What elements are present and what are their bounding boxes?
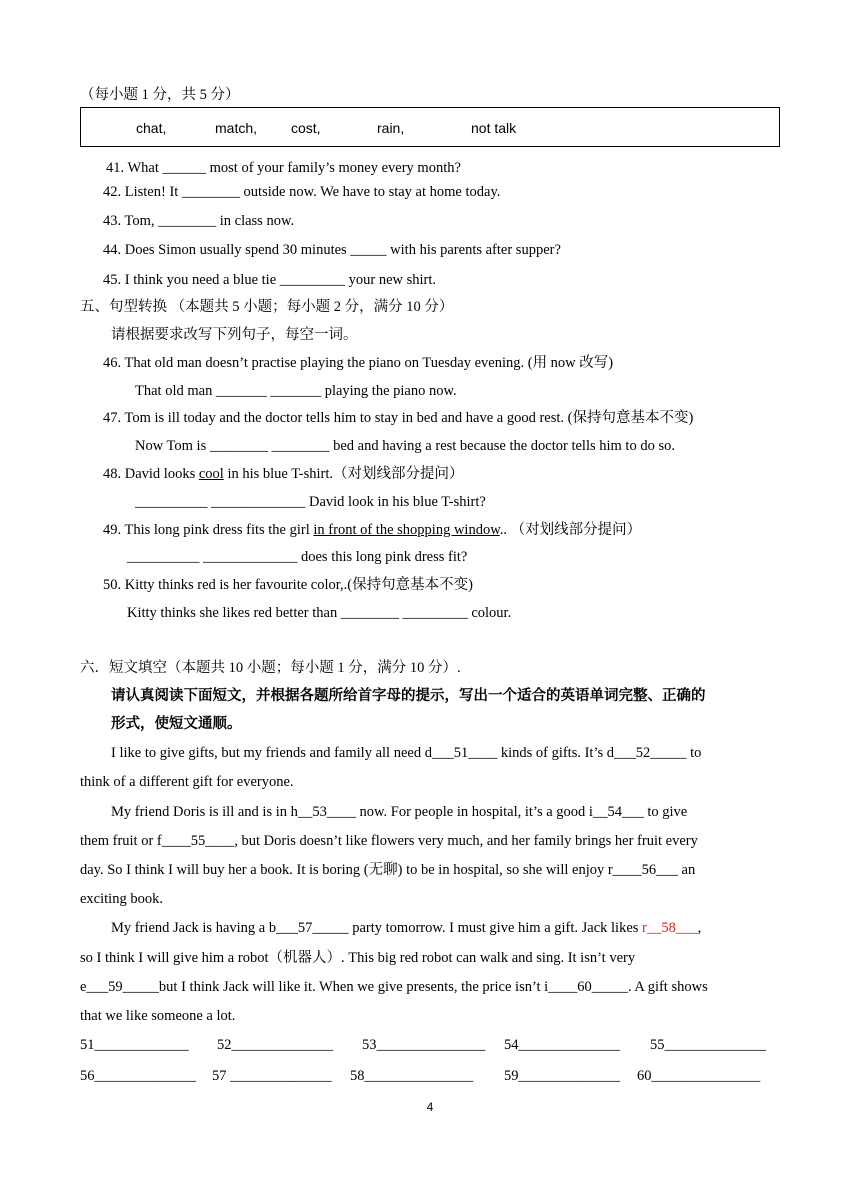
question-50: 50. Kitty thinks red is her favourite color,.(保持句意基本不变)	[103, 577, 473, 593]
answer-50: Kitty thinks she likes red better than ________ _________ colour.	[127, 605, 512, 621]
section6-title: 六．短文填空（本题共 10 小题；每小题 1 分，满分 10 分）.	[80, 660, 461, 676]
q49-underlined: in front of the shopping window	[313, 522, 500, 538]
section4-note: （每小题 1 分，共 5 分）	[80, 87, 240, 103]
question-42: 42. Listen! It ________ outside now. We have to stay at home today.	[103, 184, 501, 200]
section6-instruction-cont: 形式，使短文通顺。	[111, 716, 242, 732]
passage-line: exciting book.	[80, 891, 163, 907]
answer-blank-52: 52______________	[217, 1037, 333, 1053]
page-number: 4	[426, 1100, 434, 1114]
answer-47: Now Tom is ________ ________ bed and having a rest because the doctor tells him to do so.	[135, 438, 675, 454]
answer-49: __________ _____________ does this long pink dress fit?	[127, 549, 468, 565]
section5-title: 五、句型转换 （本题共 5 小题；每小题 2 分，满分 10 分）	[80, 299, 454, 315]
answer-blank-53: 53_______________	[362, 1037, 486, 1053]
answer-blank-58: 58_______________	[350, 1068, 474, 1084]
passage-line: I like to give gifts, but my friends and family all need d___51____ kinds of gifts. It’s d___52_____ to	[111, 745, 702, 761]
answer-48: __________ _____________ David look in his blue T-shirt?	[135, 494, 486, 510]
question-49	[103, 521, 641, 539]
question-41: 41. What ______ most of your family’s money every month?	[106, 160, 461, 176]
question-47: 47. Tom is ill today and the doctor tells him to stay in bed and have a good rest. (保持句意基本不变)	[103, 410, 694, 426]
question-43: 43. Tom, ________ in class now.	[103, 213, 295, 229]
question-46: 46. That old man doesn’t practise playing the piano on Tuesday evening. (用 now 改写)	[103, 355, 614, 371]
word-bank-item: chat,	[136, 120, 167, 136]
blank-58-hint: r__58___	[642, 920, 698, 936]
question-45: 45. I think you need a blue tie _________ your new shirt.	[103, 272, 437, 288]
passage-line	[111, 919, 701, 937]
word-bank-item: rain,	[377, 120, 405, 136]
question-44: 44. Does Simon usually spend 30 minutes _____ with his parents after supper?	[103, 242, 561, 258]
answer-blank-57: 57 ______________	[212, 1068, 332, 1084]
passage-line: so I think I will give him a robot（机器人）. This big red robot can walk and sing. It isn’t very	[80, 950, 636, 966]
section5-instruction: 请根据要求改写下列句子，每空一词。	[111, 327, 358, 343]
q48-underlined: cool	[198, 466, 224, 482]
word-bank-box	[80, 107, 780, 147]
answer-46: That old man _______ _______ playing the piano now.	[135, 383, 457, 399]
word-bank-item: match,	[215, 120, 258, 136]
q49-text-post: .. （对划线部分提问）	[499, 522, 642, 538]
q48-text-post: in his blue T-shirt.（对划线部分提问）	[223, 466, 464, 482]
passage-text: My friend Jack is having a b___57_____ party tomorrow. I must give him a gift. Jack likes	[111, 920, 643, 936]
answer-blank-56: 56______________	[80, 1068, 196, 1084]
word-bank-item: not talk	[471, 120, 517, 136]
passage-line: My friend Doris is ill and is in h__53____ now. For people in hospital, it’s a good i__54___ to give	[111, 804, 688, 820]
answer-blank-55: 55______________	[650, 1037, 766, 1053]
q48-text: 48. David looks	[103, 466, 199, 482]
passage-line: e___59_____but I think Jack will like it. When we give presents, the price isn’t i____60_____. A gift shows	[80, 979, 708, 995]
passage-line: think of a different gift for everyone.	[80, 774, 294, 790]
section6-instruction: 请认真阅读下面短文，并根据各题所给首字母的提示，写出一个适合的英语单词完整、正确的	[111, 688, 706, 704]
passage-line: that we like someone a lot.	[80, 1008, 236, 1024]
passage-text-post: ,	[697, 920, 702, 936]
question-48	[103, 465, 464, 483]
word-bank-item: cost,	[291, 120, 321, 136]
answer-blank-54: 54______________	[504, 1037, 620, 1053]
answer-blank-51: 51_____________	[80, 1037, 189, 1053]
passage-line: them fruit or f____55____, but Doris doesn’t like flowers very much, and her family brings her fruit every	[80, 833, 698, 849]
answer-blank-59: 59______________	[504, 1068, 620, 1084]
answer-blank-60: 60_______________	[637, 1068, 761, 1084]
q49-text: 49. This long pink dress fits the girl	[103, 522, 314, 538]
passage-line: day. So I think I will buy her a book. It is boring (无聊) to be in hospital, so she will enjoy r____56___ an	[80, 862, 696, 878]
